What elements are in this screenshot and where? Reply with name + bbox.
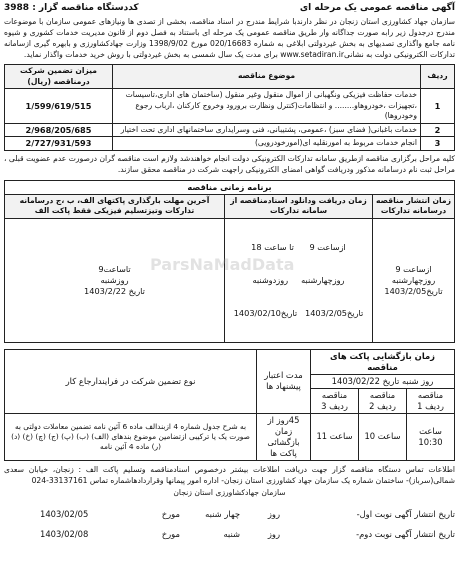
publish-label: تاریخ انتشار آگهی نوبت دوم-	[356, 528, 455, 539]
contact-info: اطلاعات تماس دستگاه مناقصه گزار جهت دریافت اطلاعات بیشتر درخصوص اسنادمناقصه وتسلیم پاکت الف : زنجان، خیابان سعدی شمالی(سرباز)- ساختمان شماره یک سازمان جهاد کشاورزی استان زنجان- اداره امور پیمانها وقراردادهاشماره تماس 33137161-024	[4, 464, 455, 485]
guarantee-value: به شرح جدول شماره 4 ازبندالف ماده 6 آئین نامه تضمین معاملات دولتی به صورت یک یا ترکیبی ازتضامین موضوع بندهای (الف) (ب) (پ) (ج) (چ) (خ) (د) (ر) ماده 4 آئین نامه	[5, 413, 257, 460]
download-time: ازساعت 9 تا ساعت 18	[251, 241, 346, 252]
publish-day-word: روز	[267, 528, 280, 539]
deadline-day: روزشنبه	[100, 274, 129, 285]
publish-day: چهار شنبه	[205, 508, 240, 519]
schedule-table	[4, 180, 455, 343]
col-header-row-number: ردیف	[421, 65, 455, 89]
schedule-values-row	[5, 218, 455, 342]
row-subject: انجام خدمات مربوط به امورنقلیه ای(امورخودرویی)	[113, 137, 421, 151]
opening-time: ساعت 10	[359, 413, 407, 460]
table-row	[5, 89, 455, 124]
row-subject: خدمات باغبانی( فضای سبز) ،عمومی، پشتیبانی، فنی وسرایداری ساختمانهای اداری تحت اختیار	[113, 123, 421, 137]
notice-header	[4, 2, 455, 14]
schedule-header-deadline: آخرین مهلت بارگذاری پاکتهای الف، ب ،ج درسامانه تدارکات وتیزتسلیم فیزیکی فقط پاکت الف	[5, 194, 225, 218]
publish-date: 1403/02/05	[40, 508, 89, 519]
publish-date: 1403/02/08	[40, 528, 89, 539]
validity-label: مدت اعتبار پیشنهاد ها	[257, 349, 311, 413]
tender-code: کددستگاه مناقصه گزار : 3988	[4, 3, 139, 13]
opening-row-label: مناقصه ردیف 2	[359, 388, 407, 413]
col-header-subject: موضوع مناقصه	[113, 65, 421, 89]
registration-note: کلیه مراحل برگزاری مناقصه ازطریق سامانه تدارکات الکترونیکی دولت انجام خواهندشد ولازم است مناقصه گران درصورت عدم عضویت قبلی ، مراحل ثبت نام درسامانه مذکور ودریافت گواهی امضای الکترونیکی راجهت شرکت در مناقصه محقق سازند.	[4, 153, 455, 174]
organization-name: سازمان جهادکشاورزی استان زنجان	[173, 487, 286, 497]
table-row	[5, 137, 455, 151]
row-number: 1	[421, 89, 455, 124]
row-number: 3	[421, 137, 455, 151]
publish-first	[4, 508, 455, 520]
opening-row-label: مناقصه ردیف 3	[311, 388, 359, 413]
schedule-header-row	[5, 194, 455, 218]
opening-time: ساعت 11	[311, 413, 359, 460]
publish-day: روزچهارشنبه	[391, 274, 436, 285]
publish-day-word: روز	[267, 508, 280, 519]
row-subject: خدمات حفاظت فیزیکی ونگهبانی از اموال منقول وغیر منقول (ساختمان های اداری،تاسیسات ،تجهیزات ،خودروهاو........ و انتظامات(کنترل ونظارت برورود وخروج کارکنان ،ارباب رجوع وخودروها)	[113, 89, 421, 124]
deadline-time: تاساعت9	[98, 263, 131, 274]
notice-title: آگهی مناقصه عمومی یک مرحله ای	[299, 3, 455, 13]
opening-table	[4, 349, 455, 461]
opening-times-row	[5, 413, 455, 460]
opening-time: ساعت 10:30	[407, 413, 455, 460]
publish-date: تاریخ1403/2/05	[384, 285, 443, 296]
row-amount: 2/968/205/685	[5, 123, 113, 137]
deadline-date: تاریخ 1403/2/22	[84, 285, 145, 296]
schedule-caption: برنامه زمانی مناقصه	[5, 180, 455, 194]
table-row	[5, 123, 455, 137]
publish-date-word: مورخ	[161, 528, 180, 539]
publish-day: شنبه	[223, 528, 240, 539]
deadline-time-cell	[5, 218, 225, 342]
schedule-header-download: زمان دریافت ودانلود اسنادمناقصه از سامانه تدارکات	[225, 194, 373, 218]
col-header-guarantee: میزان تضمین شرکت درمناقصه (ریال)	[5, 65, 113, 89]
schedule-header-publish: زمان انتشار مناقصه درسامانه تدارکات	[373, 194, 455, 218]
publish-date-word: مورخ	[161, 508, 180, 519]
watermark: ParsNaMadData	[150, 255, 295, 274]
download-day: روزچهارشنبه روزدوشنبه	[252, 274, 345, 285]
guarantee-label: نوع تضمین شرکت در فرایندارجاع کار	[5, 349, 257, 413]
opening-row-label: مناقصه ردیف 1	[407, 388, 455, 413]
download-time-cell	[225, 218, 373, 342]
opening-date: روز شنبه تاریخ 1403/02/22	[311, 374, 455, 388]
row-amount: 2/727/931/593	[5, 137, 113, 151]
table-header-row	[5, 65, 455, 89]
intro-paragraph: سازمان جهاد کشاورزی استان زنجان در نظر دارندبا شرایط مندرج در اسناد مناقصه، بخشی از تصدی ها ونیازهای عمومی سازمان با موضوعات مندرج درجدول زیر رابه صورت جداگانه وار طریق مناقصه عمومی یک مرحله ای باستناد به فصل دوم از قانون مدیریت خدمات کشوری و شیوه نامه جامع واگذاری تصدیهای به بخش غیردولتی ابلاغی به شماره 020/16683 مورخ 1398/9/02 وزارت جهادکشاورزی و بابهره گیری ازسامانه تدارکات الکترونیکی دولت به نشانیwww.setadiran.ir برای مدت یک سال شمسی به بخش غیردولتی با روش خرید خدمات واگذار نماید.	[4, 17, 455, 59]
row-amount: 1/599/619/515	[5, 89, 113, 124]
validity-value: 45روز از زمان بازگشائی پاکت ها	[257, 413, 311, 460]
publish-time: ازساعت 9	[395, 263, 432, 274]
row-number: 2	[421, 123, 455, 137]
opening-caption: زمان بازگشایی پاکت های مناقصه	[311, 349, 455, 374]
publish-label: تاریخ انتشار آگهی نوبت اول-	[356, 508, 455, 519]
publish-second	[4, 528, 455, 540]
publish-time-cell	[373, 218, 455, 342]
tender-subjects-table	[4, 64, 455, 151]
download-date: تاریخ1403/2/05 تاریخ1403/02/10	[233, 307, 364, 318]
